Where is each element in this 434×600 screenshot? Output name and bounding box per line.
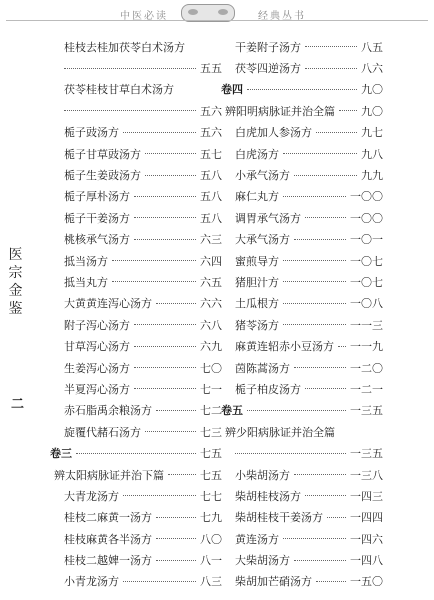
toc-entry — [221, 335, 383, 356]
toc-entry-page: 七〇 — [200, 361, 222, 375]
toc-entry — [221, 122, 383, 143]
toc-entry-title: 柴胡加芒硝汤方 — [235, 575, 312, 589]
book-title-char: 鉴 — [8, 301, 24, 317]
dot-leader — [145, 431, 196, 432]
dot-leader — [294, 474, 346, 475]
toc-entry-page: 一〇八 — [350, 297, 383, 311]
header-rule — [6, 20, 428, 21]
toc-entry — [221, 357, 383, 378]
toc-entry — [221, 507, 383, 528]
dot-leader — [235, 453, 346, 454]
toc-volume — [221, 400, 383, 421]
toc-entry-page: 五五 — [200, 62, 222, 76]
toc-entry-page: 一三五 — [350, 447, 383, 461]
toc-entry-page: 五八 — [200, 211, 222, 225]
toc-entry-page: 一五〇 — [350, 575, 383, 589]
toc-entry — [221, 464, 383, 485]
toc-section-title: 辨太阳病脉证并治下篇 — [54, 468, 164, 482]
dot-leader — [156, 560, 196, 561]
dot-leader — [123, 581, 196, 582]
toc-entry-title: 栀子甘草豉汤方 — [64, 147, 141, 161]
dot-leader — [145, 153, 196, 154]
toc-section — [221, 421, 383, 442]
toc-entry — [221, 271, 383, 292]
book-title-char: 医 — [8, 247, 24, 263]
dot-leader — [168, 474, 196, 475]
toc-entry-page: 五六 — [200, 126, 222, 140]
toc-entry-page: 一四六 — [350, 532, 383, 546]
toc-column-right — [221, 36, 383, 592]
toc-entry — [221, 549, 383, 570]
toc-entry-title: 桂枝去桂加茯苓白术汤方 — [64, 40, 185, 54]
toc-entry — [50, 314, 222, 335]
toc-volume — [221, 79, 383, 100]
dot-leader — [316, 581, 346, 582]
toc-entry — [50, 549, 222, 570]
toc-entry-title: 栀子厚朴汤方 — [64, 190, 130, 204]
toc-entry-title: 桂枝麻黄各半汤方 — [64, 532, 152, 546]
dot-leader — [305, 388, 346, 389]
toc-entry-page: 七一 — [200, 382, 222, 396]
toc-entry — [221, 207, 383, 228]
toc-entry-page: 八六 — [361, 62, 383, 76]
toc-entry-page: 八〇 — [200, 532, 222, 546]
series-label-right: 经典丛书 — [258, 11, 306, 22]
toc-entry-page: 五八 — [200, 190, 222, 204]
toc-section-title: 辨阳明病脉证并治全篇 — [225, 104, 335, 118]
dot-leader — [112, 281, 196, 282]
book-title-vertical — [8, 246, 24, 318]
toc-entry-page: 九七 — [361, 126, 383, 140]
toc-entry-title: 抵当丸方 — [64, 275, 108, 289]
toc-entry-title: 栀子柏皮汤方 — [235, 382, 301, 396]
toc-entry — [221, 485, 383, 506]
toc-entry-title: 赤石脂禹余粮汤方 — [64, 404, 152, 418]
toc-entry-title: 附子泻心汤方 — [64, 318, 130, 332]
dot-leader — [134, 346, 196, 347]
dot-leader — [134, 388, 196, 389]
toc-entry — [50, 186, 222, 207]
toc-volume-page: 一三五 — [350, 404, 383, 418]
dot-leader — [145, 175, 196, 176]
toc-entry — [221, 378, 383, 399]
toc-entry-page: 五六 — [200, 104, 222, 118]
toc-entry-title: 土瓜根方 — [235, 297, 279, 311]
toc-entry-page: 八一 — [200, 554, 222, 568]
toc-entry-page: 六八 — [200, 318, 222, 332]
toc-entry — [50, 271, 222, 292]
toc-entry — [50, 528, 222, 549]
toc-volume-page: 七五 — [200, 447, 222, 461]
toc-volume-title: 卷三 — [50, 447, 72, 461]
toc-entry-title: 麻黄连轺赤小豆汤方 — [235, 340, 334, 354]
toc-entry — [50, 400, 222, 421]
dot-leader — [338, 346, 346, 347]
toc-entry — [50, 122, 222, 143]
dot-leader — [123, 132, 196, 133]
toc-volume — [50, 442, 222, 463]
toc-entry-title: 干姜附子汤方 — [235, 40, 301, 54]
dot-leader — [305, 46, 357, 47]
toc-entry — [221, 293, 383, 314]
toc-entry-title: 半夏泻心汤方 — [64, 382, 130, 396]
toc-entry-continuation — [221, 442, 383, 463]
toc-volume-page: 九〇 — [361, 83, 383, 97]
toc-entry-title: 柴胡桂枝汤方 — [235, 489, 301, 503]
toc-entry — [50, 164, 222, 185]
toc-entry-title: 猪胆汁方 — [235, 275, 279, 289]
toc-entry-title: 白虎汤方 — [235, 147, 279, 161]
dot-leader — [247, 410, 346, 411]
toc-entry-page: 六六 — [200, 297, 222, 311]
toc-entry-page: 九九 — [361, 169, 383, 183]
dot-leader — [294, 560, 346, 561]
toc-entry-title: 调胃承气汤方 — [235, 211, 301, 225]
toc-entry — [221, 164, 383, 185]
toc-volume-title: 卷四 — [221, 83, 243, 97]
toc-entry-page: 一三八 — [350, 468, 383, 482]
toc-entry-continuation — [50, 100, 222, 121]
dot-leader — [283, 196, 346, 197]
dot-leader — [64, 68, 196, 69]
dot-leader — [64, 110, 196, 111]
toc-entry — [221, 571, 383, 592]
toc-entry-page: 一一九 — [350, 340, 383, 354]
dot-leader — [283, 281, 346, 282]
toc-entry — [50, 335, 222, 356]
toc-entry-page: 六九 — [200, 340, 222, 354]
toc-entry-page: 六四 — [200, 254, 222, 268]
toc-entry-title: 甘草泻心汤方 — [64, 340, 130, 354]
toc-entry-page: 一〇七 — [350, 254, 383, 268]
toc-entry-title: 蜜煎导方 — [235, 254, 279, 268]
toc-entry-page: 一四三 — [350, 489, 383, 503]
toc-entry-title: 大黄黄连泻心汤方 — [64, 297, 152, 311]
toc-entry-title: 黄连汤方 — [235, 532, 279, 546]
dot-leader — [283, 260, 346, 261]
toc-entry-page: 一二一 — [350, 382, 383, 396]
toc-entry — [50, 485, 222, 506]
toc-entry-title: 桂枝二麻黄一汤方 — [64, 511, 152, 525]
toc-entry-page: 七三 — [200, 425, 222, 439]
page-header — [0, 0, 434, 30]
toc-entry — [50, 293, 222, 314]
toc-entry-page: 七九 — [200, 511, 222, 525]
toc-entry — [50, 229, 222, 250]
toc-entry — [221, 250, 383, 271]
dot-leader — [156, 410, 196, 411]
dot-leader — [134, 239, 196, 240]
toc-entry-page: 一〇七 — [350, 275, 383, 289]
toc-entry — [50, 378, 222, 399]
dot-leader — [112, 260, 196, 261]
toc-entry-title: 小承气汤方 — [235, 169, 290, 183]
dot-leader — [134, 324, 196, 325]
toc-entry-page: 九八 — [361, 147, 383, 161]
toc-entry-page: 六三 — [200, 233, 222, 247]
toc-entry — [221, 186, 383, 207]
toc-entry-page: 七二 — [200, 404, 222, 418]
dot-leader — [283, 538, 346, 539]
toc-entry — [50, 507, 222, 528]
toc-entry-page: 七七 — [200, 489, 222, 503]
toc-entry — [50, 143, 222, 164]
toc-entry-page: 五七 — [200, 147, 222, 161]
dot-leader — [156, 538, 196, 539]
toc-entry-title: 栀子干姜汤方 — [64, 211, 130, 225]
dot-leader — [134, 367, 196, 368]
toc-entry-page: 一〇一 — [350, 233, 383, 247]
toc-entry-page: 一〇〇 — [350, 190, 383, 204]
toc-entry-title: 麻仁丸方 — [235, 190, 279, 204]
toc-section-page: 七五 — [200, 468, 222, 482]
toc-entry-title: 桂枝二越婢一汤方 — [64, 554, 152, 568]
book-title-char: 宗 — [8, 265, 24, 281]
dot-leader — [247, 89, 357, 90]
dot-leader — [123, 495, 196, 496]
toc-section-page: 九〇 — [361, 104, 383, 118]
book-title-char: 金 — [8, 283, 24, 299]
toc-entry — [50, 207, 222, 228]
toc-entry-title: 栀子生姜豉汤方 — [64, 169, 141, 183]
dot-leader — [339, 110, 357, 111]
toc-entry — [221, 229, 383, 250]
dot-leader — [283, 324, 346, 325]
toc-volume-title: 卷五 — [221, 404, 243, 418]
toc-entry-page: 一四四 — [350, 511, 383, 525]
toc-entry — [50, 36, 222, 57]
toc-entry — [221, 36, 383, 57]
toc-entry-page: 六五 — [200, 275, 222, 289]
toc-entry — [50, 421, 222, 442]
dot-leader — [305, 495, 346, 496]
toc-entry-page: 八三 — [200, 575, 222, 589]
dot-leader — [327, 517, 346, 518]
toc-entry — [221, 314, 383, 335]
dot-leader — [283, 153, 357, 154]
toc-column-left — [50, 36, 222, 592]
toc-entry — [50, 571, 222, 592]
toc-entry-title: 白虎加人参汤方 — [235, 126, 312, 140]
toc-entry-title: 大柴胡汤方 — [235, 554, 290, 568]
toc-entry-title: 桃核承气汤方 — [64, 233, 130, 247]
toc-entry — [50, 250, 222, 271]
toc-entry — [50, 357, 222, 378]
toc-entry-title: 栀子豉汤方 — [64, 126, 119, 140]
toc-entry-page: 一四八 — [350, 554, 383, 568]
page-number: 二 — [11, 397, 25, 412]
toc-entry-title: 茯苓桂枝甘草白术汤方 — [64, 83, 174, 97]
dot-leader — [156, 303, 196, 304]
toc-entry-title: 大青龙汤方 — [64, 489, 119, 503]
dot-leader — [134, 217, 196, 218]
toc-section-title: 辨少阳病脉证并治全篇 — [225, 425, 335, 439]
series-label-left: 中医必读 — [120, 11, 168, 22]
toc-entry-title: 小青龙汤方 — [64, 575, 119, 589]
dot-leader — [294, 239, 346, 240]
dot-leader — [305, 68, 357, 69]
toc-entry — [50, 79, 222, 100]
toc-entry — [221, 528, 383, 549]
toc-section — [221, 100, 383, 121]
toc-entry-title: 小柴胡汤方 — [235, 468, 290, 482]
toc-entry-title: 茯苓四逆汤方 — [235, 62, 301, 76]
dot-leader — [76, 453, 196, 454]
toc-section — [50, 464, 222, 485]
toc-entry-title: 抵当汤方 — [64, 254, 108, 268]
toc-entry-title: 茵陈蒿汤方 — [235, 361, 290, 375]
dot-leader — [156, 517, 196, 518]
dot-leader — [305, 217, 346, 218]
dot-leader — [294, 367, 346, 368]
dot-leader — [283, 303, 346, 304]
toc-entry-page: 一〇〇 — [350, 211, 383, 225]
toc-entry — [221, 57, 383, 78]
toc-entry — [221, 143, 383, 164]
toc-entry-continuation — [50, 57, 222, 78]
dot-leader — [294, 175, 357, 176]
toc-entry-title: 大承气汤方 — [235, 233, 290, 247]
toc-entry-page: 五八 — [200, 169, 222, 183]
toc-entry-page: 一二〇 — [350, 361, 383, 375]
toc-entry-title: 生姜泻心汤方 — [64, 361, 130, 375]
dot-leader — [134, 196, 196, 197]
toc-entry-title: 猪苓汤方 — [235, 318, 279, 332]
toc-entry-title: 旋覆代赭石汤方 — [64, 425, 141, 439]
toc-entry-page: 八五 — [361, 40, 383, 54]
toc-entry-page: 一一三 — [350, 318, 383, 332]
dot-leader — [316, 132, 357, 133]
toc-entry-title: 柴胡桂枝干姜汤方 — [235, 511, 323, 525]
